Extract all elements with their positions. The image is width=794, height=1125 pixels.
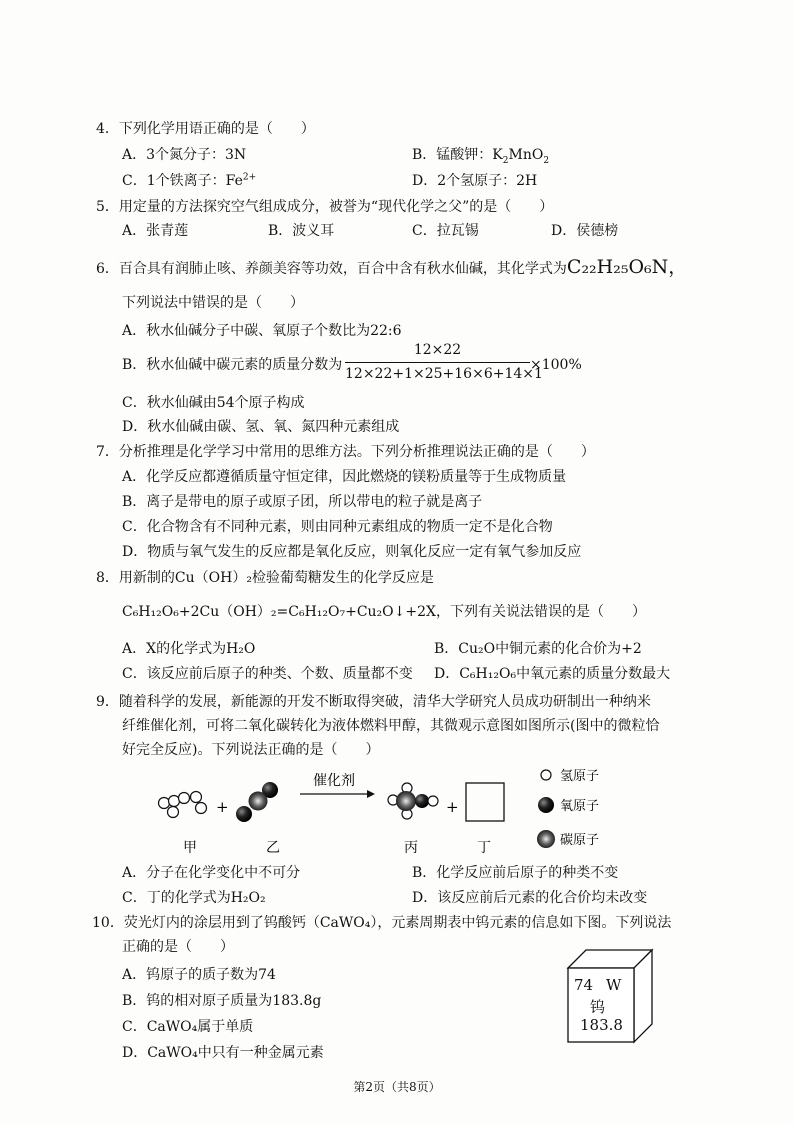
q7-option-a: A．化学反应都遵循质量守恒定律，因此燃烧的镁粉质量等于生成物质量 (122, 469, 567, 485)
methanol-molecule (388, 783, 438, 819)
q4-option-a: A．3个氮分子：3N (122, 147, 247, 163)
q5-option-b: B．波义耳 (268, 223, 335, 239)
q6-fraction-bar (345, 362, 530, 363)
q5-option-c: C．拉瓦锡 (412, 223, 479, 239)
label-jia: 甲 (183, 840, 197, 856)
q10-option-a: A．钨原子的质子数为74 (122, 967, 276, 983)
atom-legend (537, 769, 599, 848)
page-footer: 第2页（共8页） (353, 1080, 441, 1094)
legend-carbon: 碳原子 (560, 833, 600, 848)
hydrogen-molecules (159, 792, 207, 818)
q6-option-d: D．秋水仙碱由碳、氢、氧、氮四种元素组成 (122, 419, 400, 435)
q9-option-b: B．化学反应前后原子的种类不变 (412, 865, 619, 881)
tile-element-name: 钨 (590, 998, 606, 1016)
q6-option-b-prefix: B．秋水仙碱中碳元素的质量分数为 (122, 357, 343, 373)
q6-option-b-suffix: ×100% (530, 357, 582, 373)
catalyst-label: 催化剂 (313, 773, 355, 789)
q7-option-c: C．化合物含有不同种元素，则由同种元素组成的物质一定不是化合物 (122, 519, 553, 535)
q8-option-a: A．X的化学式为H₂O (122, 641, 256, 657)
q8-option-c: C．该反应前后原子的种类、个数、质量都不变 (122, 666, 413, 682)
q9-stem-2: 纤维催化剂，可将二氧化碳转化为液体燃料甲醇，其微观示意图如图所示(图中的微粒恰 (122, 718, 660, 734)
label-ding: 丁 (477, 840, 491, 856)
q5-option-d: D．侯德榜 (551, 223, 619, 239)
tile-atomic-mass: 183.8 (580, 1016, 623, 1034)
q9-stem-1: 9．随着科学的发展，新能源的开发不断取得突破，清华大学研究人员成功研制出一种纳米 (96, 694, 651, 710)
q9-stem-3: 好完全反应)。下列说法正确的是（ ） (122, 742, 380, 758)
q4-stem: 4．下列化学用语正确的是（ ） (96, 121, 315, 137)
legend-hydrogen: 氢原子 (560, 769, 600, 784)
q7-option-d: D．物质与氧气发生的反应都是氧化反应，则氧化反应一定有氧气参加反应 (122, 544, 582, 560)
carbon-dioxide-molecule (236, 782, 278, 822)
q4-option-d: D．2个氢原子：2H (412, 173, 538, 189)
q7-stem: 7．分析推理是化学学习中常用的思维方法。下列分析推理说法正确的是（ ） (96, 444, 595, 460)
q10-stem-1: 10．荧光灯内的涂层用到了钨酸钙（CaWO₄），元素周期表中钨元素的信息如下图。下列说法 (92, 915, 672, 931)
q4-option-b: B．锰酸钾：$K_2MnO_2$ (412, 147, 550, 166)
q6-stem-2: 下列说法中错误的是（ ） (122, 295, 304, 311)
q6-fraction (345, 342, 543, 386)
plus-sign-1: + (216, 798, 229, 816)
q9-option-d: D．该反应前后元素的化合价均未改变 (412, 890, 648, 906)
legend-oxygen: 氧原子 (560, 799, 600, 814)
q5-option-a: A．张青莲 (122, 223, 189, 239)
q10-stem-2: 正确的是（ ） (122, 939, 234, 955)
q6-option-c: C．秋水仙碱由54个原子构成 (122, 395, 305, 411)
q10-option-d: D．CaWO₄中只有一种金属元素 (122, 1045, 324, 1061)
plus-sign-2: + (446, 798, 459, 816)
tile-atomic-number: 74 (574, 976, 594, 994)
label-yi: 乙 (266, 840, 280, 856)
reaction-arrowhead (367, 790, 375, 798)
q8-equation: C₆H₁₂O₆+2Cu（OH）₂=C₆H₁₂O₇+Cu₂O↓+2X，下列有关说法错误的是（ ） (122, 604, 646, 620)
q10-option-c: C．CaWO₄属于单质 (122, 1019, 254, 1035)
q8-option-d: D．C₆H₁₂O₆中氧元素的质量分数最大 (434, 666, 671, 682)
q8-stem: 8．用新制的Cu（OH）₂检验葡萄糖发生的化学反应是 (96, 570, 434, 586)
q9-option-c: C．丁的化学式为H₂O₂ (122, 890, 266, 906)
unknown-product-box (466, 783, 504, 821)
label-bing: 丙 (404, 840, 418, 856)
q6-fraction-denominator: 12×22+1×25+16×6+14×1 (345, 366, 543, 382)
q5-stem: 5．用定量的方法探究空气组成成分，被誉为“现代化学之父”的是（ ） (96, 199, 554, 215)
q6-option-a: A．秋水仙碱分子中碳、氧原子个数比为22:6 (122, 323, 402, 339)
q6-stem: 6．百合具有润肺止咳、养颜美容等功效，百合中含有秋水仙碱，其化学式为C₂₂H₂₅O₆N， (96, 256, 688, 278)
tile-symbol: W (606, 976, 622, 994)
q6-fraction-numerator: 12×22 (413, 342, 462, 358)
q9-reaction-diagram (150, 760, 620, 860)
q8-option-b: B．Cu₂O中铜元素的化合价为+2 (434, 641, 642, 657)
q4-option-c: C．1个铁离子：$Fe^{2+}$ (122, 172, 257, 189)
q9-option-a: A．分子在化学变化中不可分 (122, 865, 301, 881)
q7-option-b: B．离子是带电的原子或原子团，所以带电的粒子就是离子 (122, 494, 483, 510)
q10-option-b: B．钨的相对原子质量为183.8g (122, 993, 322, 1009)
